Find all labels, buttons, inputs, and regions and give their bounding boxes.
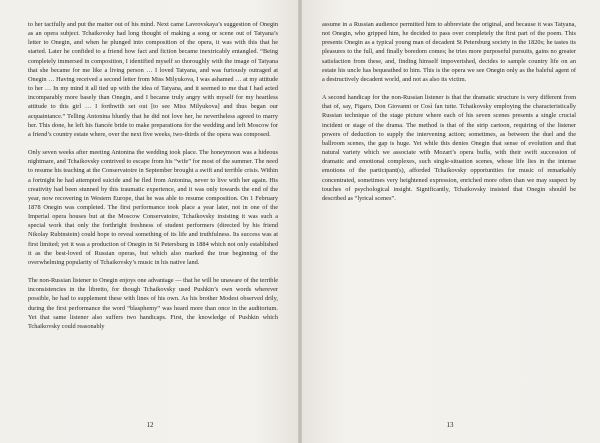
paragraph: The non-Russian listener to Onegin enjoys one advantage — that he will be unaware of the terrible inconsistencies in the libretto, for though Tchaikovsky used Pushkin’s own words wherever possible, he had to supplement these with lines of his own. As his brother Modest observed drily, during the first performance the word “blasphemy” was heard more than once in the auditorium. Yet that same listener also suffers two handicaps. First, the knowledge of Pushkin which Tchaikovsky could reasonably — [28, 277, 278, 330]
paragraph: assume in a Russian audience permitted him to abbreviate the original, and because it was Tatyana, not Onegin, who gripped him, he decided to pass over completely the first part of the poem. This presents Onegin as a typical young man of decadent St Petersburg society in the 1820s; he tastes its pleasures to the full, and finally boredom comes; he tries more purposeful pursuits, gains no greater satisfaction from these, and, finding himself impoverished, decides to sample country life on an estate his uncle has bequeathed to him. This is the opera we see Onegin only as the baleful agent of a destructively decadent world, and not as also its victim. — [322, 21, 576, 83]
paragraph: Only seven weeks after meeting Antonina the wedding took place. The honeymoon was a hideous nightmare, and Tchaikovsky contrived to escape from his “wife” for most of the summer. The need to resume his teaching at the Conservatoire in September brought a swift and terrible crisis. Within a fortnight he had attempted suicide and he fled from Antonina, never to live with her again. His creativity had been stunned by this traumatic experience, and it was only towards the end of the year, now recovering in Western Europe, that he was able to resume composition. On 1 February 1878 Onegin was completed. The first performance took place a year later, not in one of the Imperial opera houses but at the Moscow Conservatoire, Tchaikovsky insisting it was such a special work that only the forthright freshness of student performers (directed by his friend Nikolay Rubinstein) could hope to reveal something of its life and truthfulness. Its success was at first limited; yet it was a production of Onegin in St Petersburg in 1884 which not only established it as the best-loved of Russian operas, but which also marked the true beginning of the overwhelming popularity of Tchaikovsky’s music in his native land. — [28, 149, 278, 266]
page-number: 12 — [146, 421, 154, 429]
left-page-text — [28, 20, 278, 340]
paragraph: to her tactfully and put the matter out of his mind. Next came Lavrovskaya’s suggestion of Onegin as an opera subject. Tchaikovsky had long thought of making a song or scene out of Tatyana’s letter to Onegin, and when he plunged into composition of the opera, it was with this that he started. Later he confided to a friend how fact and fiction became inextricably entangled. “Being completely immersed in composition, I identified myself so thoroughly with the image of Tatyana that she became for me like a living person … I loved Tatyana, and was furiously outraged at Onegin … Having received a second letter from Miss Milyukova, I was ashamed … at my attitude to her … In my mind it all tied up with the idea of Tatyana, and it seemed to me that I had acted incomparably more basely than Onegin, and I became truly angry with myself for my heartless attitude to this girl … I forthwith set out [to see Miss Milyukova] and thus began our acquaintance.” Telling Antonina bluntly that he did not love her, he nevertheless agreed to marry her. This done, he left his fiancée bride to make preparations for the wedding and left Moscow for a friend’s country estate where, over the next five weeks, two-thirds of the opera was composed. — [28, 21, 278, 138]
right-page — [300, 0, 600, 443]
right-page-text — [322, 20, 576, 212]
book-gutter — [298, 0, 302, 443]
paragraph: A second handicap for the non-Russian listener is that the dramatic structure is very different from that of, say, Figaro, Don Giovanni or Così fan tutte. Tchaikovsky employing the characteristically Russian technique of the stage picture where each of his seven scenes presents a single crucial incident or stage of the drama. The method is that of the strip cartoon, requiring of the listener powers of deduction to supply the intervening action; sometimes, as between the duel and the ballroom scenes, the gap is huge. Yet while this denies Onegin that sense of evolution and that natural variety which we associate with Mozart’s opera buffa, with their swift succession of dramatic and emotional complexes, such single-situation scenes, whose life lies in the intense emotions of the participant(s), afforded Tchaikovsky opportunities for music of remarkably concentrated, sometimes very heightened expression, enriched more often than we may suspect by touches of psychological insight. Significantly, Tchaikovsky insisted that Onegin should be described as “lyrical scenes”. — [322, 94, 576, 202]
page-number: 13 — [446, 421, 454, 429]
